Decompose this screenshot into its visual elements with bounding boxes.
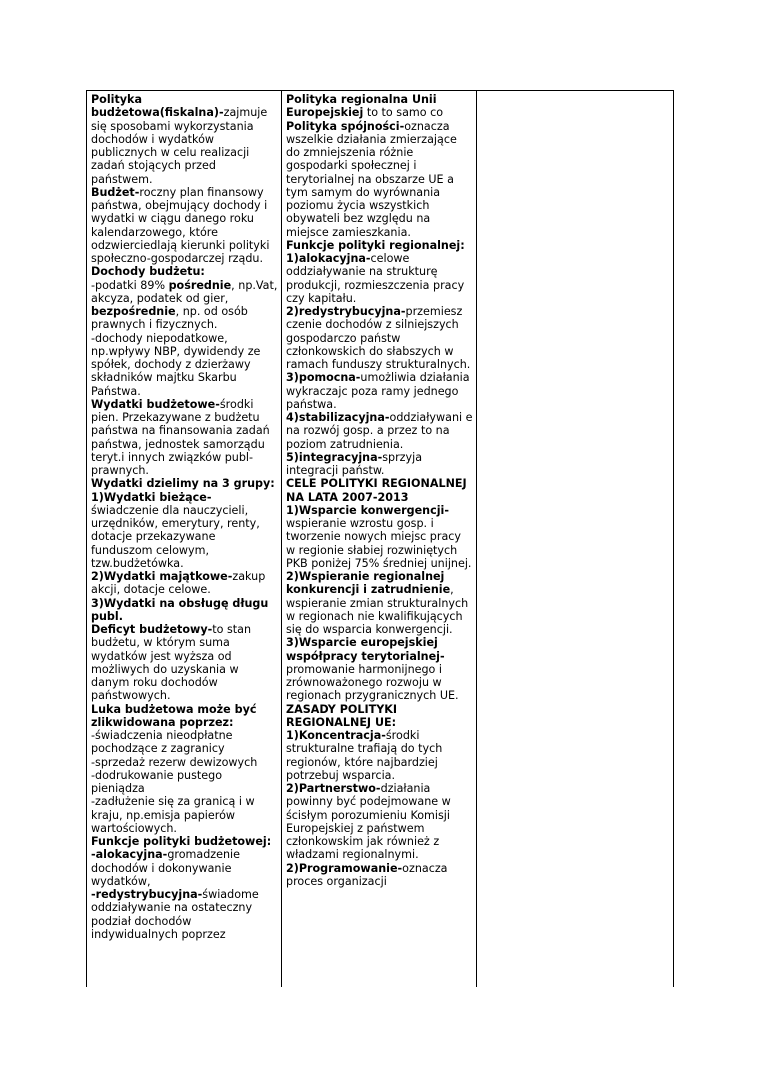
- text: -podatki 89%: [91, 278, 169, 292]
- paragraph: [91, 265, 278, 278]
- text: środki strukturalne trafiają do tych regionów, które najbardziej potrzebuj wsparcia.: [286, 729, 443, 782]
- term: 4)stabilizacyjna-: [286, 411, 390, 424]
- term: 2)Partnerstwo-: [286, 782, 381, 795]
- heading: Luka budżetowa może być zlikwidowana poprzez:: [91, 702, 257, 729]
- text: sprzyja integracji państw.: [286, 450, 423, 477]
- paragraph: [91, 703, 278, 730]
- paragraph: [286, 782, 473, 862]
- paragraph: -sprzedaż rezerw dewizowych: [91, 755, 258, 769]
- term: 1)Wydatki bieżące-: [91, 490, 212, 504]
- paragraph: [286, 411, 473, 451]
- heading: CELE POLITYKI REGIONALNEJ NA LATA 2007-2013: [286, 477, 467, 504]
- paragraph: -dochody niepodatkowe, np.wpływy NBP, dywidendy ze spółek, dochody z dzierżawy składników majtku Skarbu Państwa.: [91, 331, 261, 398]
- text: oznacza wszelkie działania zmierzające do zmniejszenia różnie gospodarki społecznej i terytorialnej na obszarze UE a tym samym do wyrównania poziomu życia wszystkich obywateli bez względu na miejsce zamieszkania.: [286, 119, 457, 239]
- text: zakup akcji, dotacje celowe.: [91, 570, 266, 597]
- term: 2)Wspieranie regionalnej konkurencji i zatrudnienie: [286, 570, 451, 597]
- text: promowanie harmonijnego i zrównoważonego rozwoju w regionach przygranicznych UE.: [286, 662, 459, 703]
- paragraph: [91, 570, 278, 597]
- term: 2)Wydatki majątkowe-: [91, 570, 233, 583]
- paragraph: [91, 888, 278, 941]
- paragraph: [91, 491, 278, 571]
- term: 1)Wsparcie konwergencji-: [286, 503, 449, 517]
- term: 5)integracyjna-: [286, 450, 383, 464]
- paragraph: [286, 729, 473, 782]
- text: zajmuje się sposobami wykorzystania dochodów i wydatków publicznych w celu realizacji zadań stojących przed państwem.: [91, 106, 268, 186]
- term: 2)Programowanie-: [286, 861, 403, 875]
- column-regional-policy: [282, 91, 477, 987]
- content-table: [86, 90, 674, 987]
- heading: Dochody budżetu:: [91, 265, 205, 279]
- term: bezpośrednie: [91, 305, 176, 318]
- paragraph: [91, 477, 278, 490]
- text: świadczenie dla nauczycieli, urzędników, emerytury, renty, dotacje przekazywane funduszom celowym, tzw.budżetówka.: [91, 503, 260, 570]
- text: przemiesz czenie dochodów z silniejszych gospodarczo państw członkowskich do słabszych w ramach funduszy strukturalnych.: [286, 305, 471, 371]
- paragraph: [91, 279, 278, 332]
- term: Budżet-: [91, 185, 140, 199]
- term: Wydatki budżetowe-: [91, 397, 220, 411]
- paragraph: [91, 848, 278, 888]
- paragraph: [91, 835, 278, 848]
- text: świadome oddziaływanie na ostateczny podział dochodów indywidualnych poprzez: [91, 888, 259, 941]
- text: oznacza proces organizacji: [286, 861, 448, 888]
- text: , wspieranie zmian strukturalnych w regionach nie kwalifikujących się do wsparcia konwergencji.: [286, 583, 469, 636]
- term: 3)Wydatki na obsługę długu publ.: [91, 596, 269, 623]
- term: Polityka spójności-: [286, 119, 405, 133]
- paragraph: [286, 862, 473, 889]
- heading: Funkcje polityki regionalnej:: [286, 238, 465, 252]
- text: wspieranie wzrostu gosp. i tworzenie nowych miejsc pracy w regionie słabiej rozwiniętych PKB poniżej 75% średniej unijnej.: [286, 517, 472, 570]
- term: Polityka budżetowa(fiskalna)-: [91, 93, 224, 120]
- paragraph: [91, 597, 278, 624]
- paragraph: [286, 371, 473, 411]
- text: umożliwia działania wykraczajc poza ramy jednego państwa.: [286, 371, 470, 411]
- text: to stan budżetu, w którym suma wydatków jest wyższa od możliwych do uzyskania w danym roku dochodów państwowych.: [91, 623, 252, 703]
- paragraph: [286, 305, 473, 371]
- text: gromadzenie dochodów i dokonywanie wydatków,: [91, 848, 240, 888]
- paragraph: [286, 570, 473, 636]
- paragraph: [286, 239, 473, 252]
- term: pośrednie: [168, 278, 232, 292]
- text: środki pien. Przekazywane z budżetu państwa na finansowania zadań państwa, jednostek samorządu teryt.i innych związków publ-prawnych.: [91, 397, 270, 477]
- term: -redystrybucyjna-: [91, 888, 203, 901]
- term: 2)redystrybucyjna-: [286, 305, 406, 318]
- cell-budget-policy: [87, 91, 281, 941]
- paragraph: [286, 93, 473, 239]
- text: , np.Vat, akcyza, podatek od gier,: [91, 278, 278, 305]
- paragraph: [286, 504, 473, 570]
- term: Deficyt budżetowy-: [91, 623, 213, 636]
- text: to to samo co: [363, 106, 444, 120]
- term: 1)Koncentracja-: [286, 729, 386, 742]
- paragraph: [91, 623, 278, 703]
- paragraph: [286, 477, 473, 504]
- paragraph: [286, 636, 473, 702]
- paragraph: [286, 252, 473, 305]
- term: 1)alokacyjna-: [286, 252, 371, 265]
- text: oddziaływani e na rozwój gosp. a przez to na poziom zatrudnienia.: [286, 411, 473, 451]
- paragraph: [91, 186, 278, 266]
- cell-regional-policy: [282, 91, 476, 888]
- paragraph: -zadłużenie się za granicą i w kraju, np.emisja papierów wartościowych.: [91, 795, 255, 835]
- term: 3)pomocna-: [286, 371, 361, 385]
- paragraph: -świadczenia nieodpłatne pochodzące z zagranicy: [91, 729, 233, 756]
- paragraph: [286, 703, 473, 730]
- paragraph: -dodrukowanie pustego pieniądza: [91, 768, 223, 795]
- paragraph: [286, 451, 473, 478]
- heading: ZASADY POLITYKI REGIONALNEJ UE:: [286, 702, 398, 729]
- column-empty: [477, 91, 673, 987]
- paragraph: [91, 398, 278, 478]
- text: roczny plan finansowy państwa, obejmujący dochody i wydatki w ciągu danego roku kalendarzowego, które odzwierciedlają kierunki polityki społeczno-gospodarczej rządu.: [91, 185, 270, 265]
- term: -alokacyjna-: [91, 848, 168, 862]
- heading: Wydatki dzielimy na 3 grupy:: [91, 477, 275, 491]
- paragraph: [91, 93, 278, 186]
- column-budget-policy: [87, 91, 282, 987]
- term: Polityka regionalna Unii Europejskiej: [286, 93, 437, 120]
- text: , np. od osób prawnych i fizycznych.: [91, 305, 248, 332]
- text: działania powinny być podejmowane w ścisłym porozumieniu Komisji Europejskiej z państwem członkowskim jak również z władzami regionalnymi.: [286, 782, 451, 862]
- heading: Funkcje polityki budżetowej:: [91, 835, 272, 848]
- text: celowe oddziaływanie na strukturę produkcji, rozmieszczenia pracy czy kapitału.: [286, 252, 465, 305]
- term: 3)Wsparcie europejskiej współpracy terytorialnej-: [286, 636, 445, 663]
